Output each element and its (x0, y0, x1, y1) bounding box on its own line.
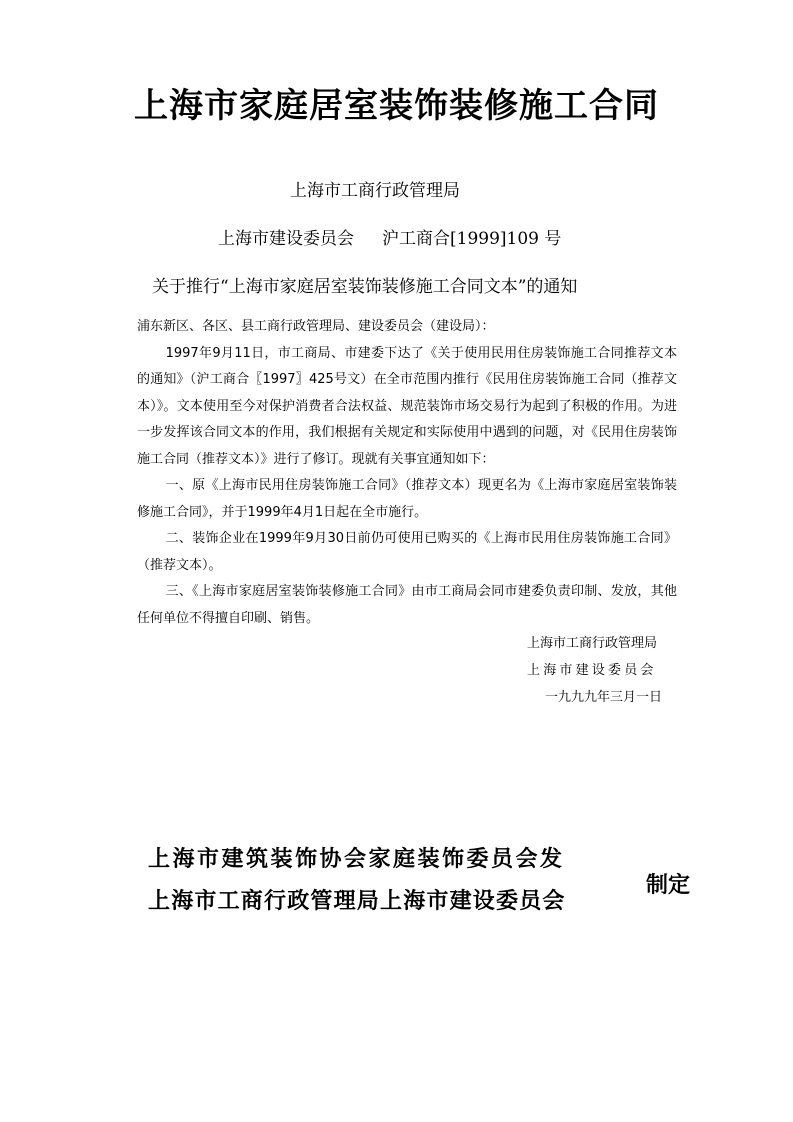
signature-date: 一九九九年三月一日 (545, 690, 663, 705)
issuer-name: 上海市建设委员会 (218, 229, 354, 249)
footer-line-1: 上海市建筑装饰协会家庭装饰委员会发 (148, 846, 565, 872)
issuer-line-1: 上海市工商行政管理局 (290, 181, 460, 201)
signature-line-2: 上海市建设委员会 (527, 663, 657, 678)
paragraph: 一、原《上海市民用住房装饰施工合同》（推荐文本）现更名为《上海市家庭居室装饰装修施工合同》，并于1999年4月1日起在全市施行。 (137, 478, 677, 520)
issuer-line-2 (218, 224, 561, 249)
footer-suffix: 制定 (646, 872, 691, 898)
signature-line-1: 上海市工商行政管理局 (527, 636, 658, 651)
paragraph: 二、装饰企业在1999年9月30日前仍可使用已购买的《上海市民用住房装饰施工合同》（推荐文本）。 (137, 531, 677, 573)
footer-line-2: 上海市工商行政管理局上海市建设委员会 (148, 888, 566, 914)
notice-body (137, 314, 677, 632)
document-title: 上海市家庭居室装饰装修施工合同 (134, 86, 659, 126)
addressee: 浦东新区、各区、县工商行政管理局、建设委员会（建设局）： (137, 319, 495, 334)
notice-subject: 关于推行“上海市家庭居室装饰装修施工合同文本”的通知 (152, 277, 578, 297)
paragraph: 三、《上海市家庭居室装饰装修施工合同》由市工商局会同市建委负责印制、发放，其他任何单位不得擅自印刷、销售。 (137, 584, 677, 626)
paragraph: 1997年9月11日，市工商局、市建委下达了《关于使用民用住房装饰施工合同推荐文本的通知》（沪工商合〖1997〗425号文）在全市范围内推行《民用住房装饰施工合同（推荐文本）》。文本使用至今对保护消费者合法权益、规范装饰市场交易行为起到了积极的作用。为进一步发挥该合同文本的作用，我们根据有关规定和实际使用中遇到的问题，对《民用住房装饰施工合同（推荐文本）》进行了修订。现就有关事宜通知如下： (137, 345, 677, 467)
doc-number: 沪工商合[1999]109 号 (382, 229, 562, 249)
